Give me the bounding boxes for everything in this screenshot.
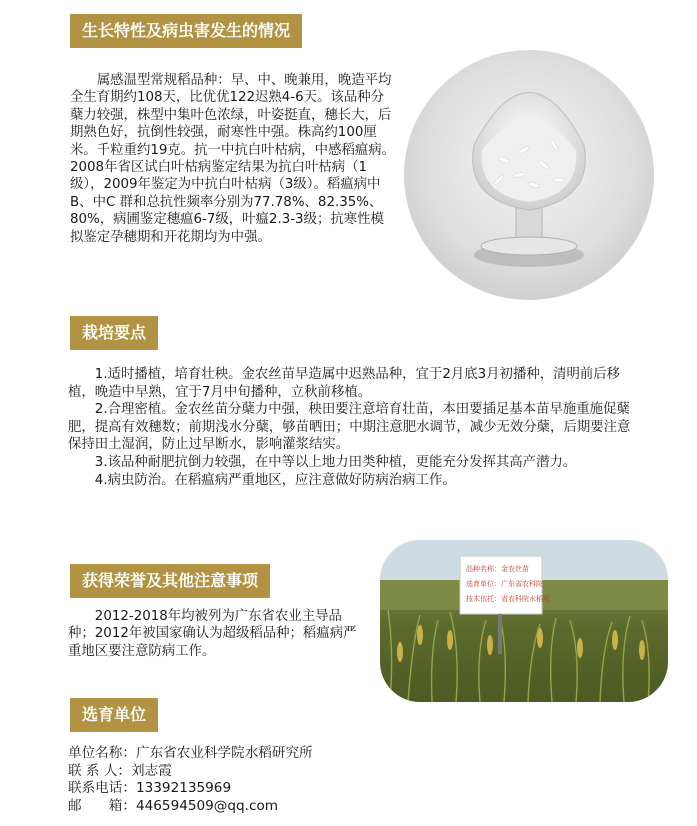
contact-value: 广东省农业科学院水稻研究所 <box>135 745 313 761</box>
cultivation-item-1: 1.适时播植，培育壮秧。金农丝苗早造属中迟熟品种，宜于2月底3月初播种，清明前后移植，晚造中早熟，宜于7月中旬播种，立秋前移植。 <box>68 367 621 400</box>
field-icon <box>380 540 668 702</box>
section-header-growth: 生长特性及病虫害发生的情况 <box>70 14 302 48</box>
field-sign-line-3: 技术依托：省农科院水稻所 <box>466 595 550 603</box>
contact-value: 刘志霞 <box>131 762 172 779</box>
honors-paragraph <box>68 608 368 660</box>
contact-label: 邮 箱： <box>68 797 136 814</box>
cultivation-item-4: 4.病虫防治。在稻瘟病严重地区，应注意做好防病治病工作。 <box>94 472 456 488</box>
contact-row-phone <box>68 780 313 798</box>
field-sign-line-2: 选育单位：广东省农科院 <box>466 580 543 588</box>
breeder-contact <box>68 745 313 815</box>
flask-icon <box>404 50 654 300</box>
growth-paragraph <box>70 72 396 246</box>
cultivation-item-2: 2.合理密植。金农丝苗分蘖力中强，秧田要注意培育壮苗，本田要插足基本苗早施重施促蘖肥，提高有效穗数；前期浅水分蘖，够苗晒田；中期注意肥水调节，减少无效分蘖，后期要注意保持田土湿润，防止过早断水，影响灌浆结实。 <box>68 402 631 453</box>
contact-value: 446594509@qq.com <box>135 797 279 814</box>
contact-row-unit <box>68 745 313 763</box>
contact-row-person <box>68 763 313 781</box>
section-header-honors: 获得荣誉及其他注意事项 <box>70 564 270 598</box>
cultivation-list <box>68 366 640 489</box>
growth-text: 属感温型常规稻品种：早、中、晚兼用，晚造平均全生育期约108天，比优优122迟熟4-6天。该品种分蘖力较强，株型中集叶色浓绿，叶姿挺直，穗长大，后期熟色好，抗倒性较强，耐寒性中强。株高约100厘米。千粒重约19克。抗一中抗白叶枯病，中感稻瘟病。2008年省区试白叶枯病鉴定结果为抗白叶枯病（1级），2009年鉴定为中抗白叶枯病（3级）。稻瘟病中B、中C 群和总抗性频率分别为77.78%、82.35%、80%，病圃鉴定穗瘟6-7级，叶瘟2.3-3级；抗寒性模拟鉴定孕穗期和开花期均为中强。 <box>70 73 396 245</box>
contact-label: 单位名称： <box>68 745 136 761</box>
contact-row-email <box>68 798 313 816</box>
section-header-cultivation: 栽培要点 <box>70 316 158 350</box>
section-header-breeder: 选育单位 <box>70 698 158 732</box>
contact-label: 联 系 人： <box>68 762 132 779</box>
contact-label: 联系电话： <box>68 780 136 796</box>
cultivation-item-3: 3.该品种耐肥抗倒力较强，在中等以上地力田类种植，更能充分发挥其高产潜力。 <box>94 454 577 470</box>
contact-value: 13392135969 <box>135 780 232 796</box>
honors-text: 2012-2018年均被列为广东省农业主导品种；2012年被国家确认为超级稻品种；稻瘟病严重地区要注意防病工作。 <box>68 609 357 659</box>
rice-grain-flask-photo <box>404 50 654 300</box>
rice-field-sign-photo <box>380 540 668 702</box>
field-sign-line-1: 品种名称：金农丝苗 <box>466 565 529 573</box>
